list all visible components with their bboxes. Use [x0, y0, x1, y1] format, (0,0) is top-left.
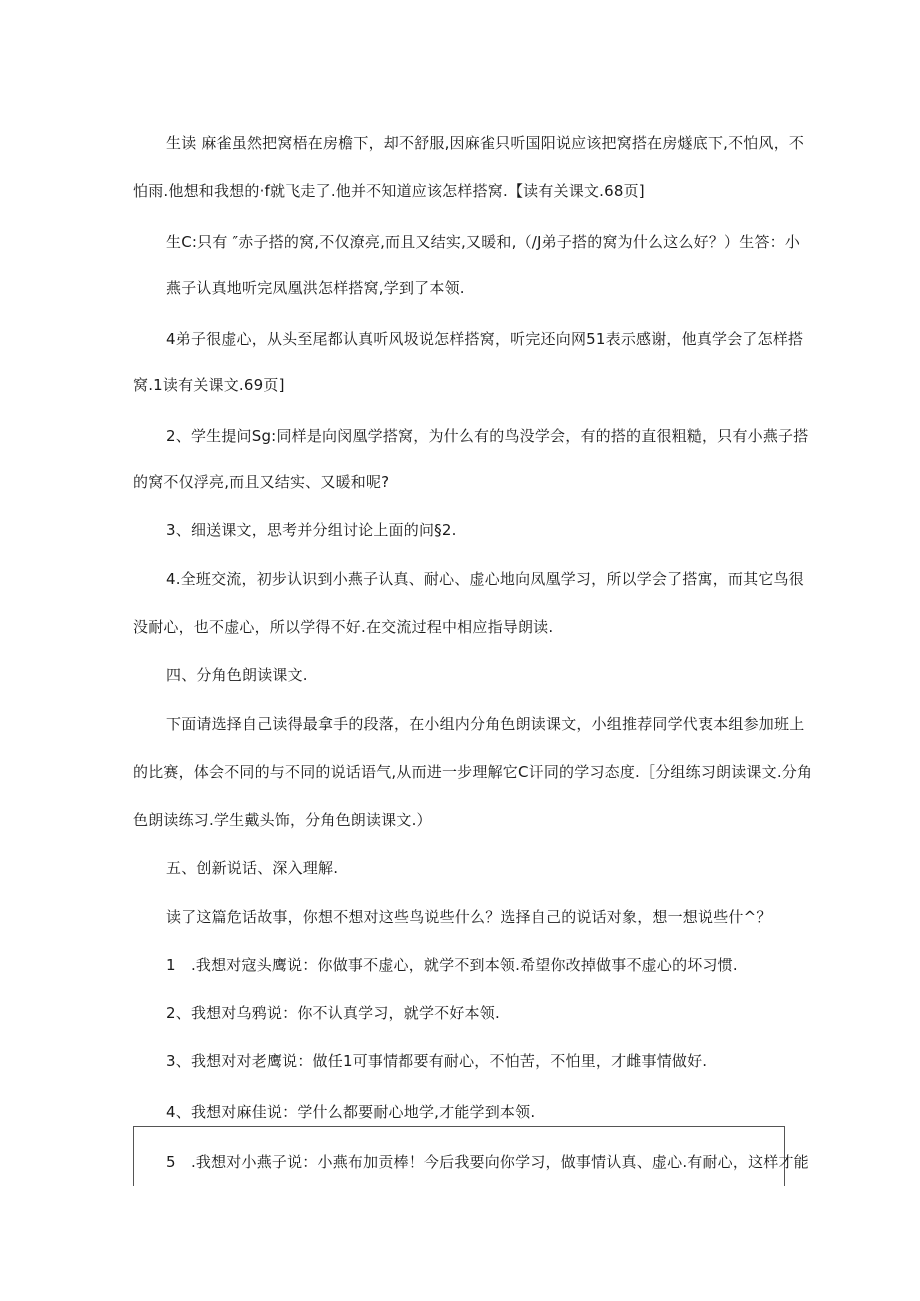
text-line: 读了这篇危话故事，你想不想对这些鸟说些什么？选择自己的说话对象，想一想说些什^？: [166, 908, 772, 926]
text-line: 燕子认真地听完凤凰洪怎样搭窝,学到了本领.: [166, 279, 465, 297]
text-line: 的比赛，体会不同的与不同的说话语气,从而进一步理解它C讦同的学习态度.［分组练习朗读课文.分角: [133, 763, 813, 781]
text-line: 4弟子很虚心，从头至尾都认真听风圾说怎样搭窝，听完还向网51表示感谢，他真学会了怎样搭: [166, 330, 804, 348]
text-line: 的窝不仅浮亮,而且又结实、又暖和呢?: [133, 473, 390, 491]
text-line: 没耐心，也不虚心，所以学得不好.在交流过程中相应指导朗读.: [133, 618, 554, 636]
text-line: 2、学生提问Sg:同样是向闵凰学搭窝，为什么有的鸟没学会，有的搭的直很粗糙，只有小燕子搭: [166, 427, 809, 445]
text-line: 生C:只有 ″赤子搭的窝,不仅潦亮,而且又结实,又暖和,（/J弟子搭的窝为什么这么好？）生答：小: [166, 233, 801, 251]
text-line: 4.全班交流，初步认识到小燕子认真、耐心、虚心地向凤凰学习，所以学会了搭寓，而其它鸟很: [166, 570, 804, 588]
text-line: 色朗读练习.学生戴头饰，分角色朗读课文.）: [133, 811, 432, 829]
list-item: 2、我想对乌鸦说：你不认真学习，就学不好本领.: [166, 1004, 500, 1022]
list-item: 4、我想对麻佳说：学什么都要耐心地学,才能学到本领.: [166, 1103, 536, 1121]
section-heading: 四、分角色朗读课文.: [166, 666, 308, 684]
text-line: 怕雨.他想和我想的·f就飞走了.他并不知道应该怎样搭窝.【读有关课文.68页]: [133, 182, 645, 200]
list-item: 3、我想对对老鹰说：做任1可事情都要有耐心，不怕苦，不怕里，才雌事情做好.: [166, 1052, 708, 1070]
list-item: 5 .我想对小燕子说：小燕布加贡棒！今后我要向你学习，做事情认真、虚心.有耐心，这样才能: [166, 1153, 809, 1171]
text-line: 3、细送课文，思考并分组讨论上面的问§2.: [166, 521, 457, 539]
text-line: 下面请选择自己读得最拿手的段落，在小组内分角色朗读课文，小组推荐同学代衷本组参加班上: [166, 715, 805, 733]
section-heading: 五、创新说话、深入理解.: [166, 859, 339, 877]
text-line: 窝.1读有关课文.69页]: [133, 376, 285, 394]
list-item: 1 .我想对寇头鹰说：你做事不虚心，就学不到本领.希望你改掉做事不虚心的坏习惯.: [166, 956, 738, 974]
text-line: 生读 麻雀虽然把窝梧在房檐下，却不舒服,因麻雀只听国阳说应该把窝搭在房燧底下,不怕风，不: [166, 134, 805, 152]
